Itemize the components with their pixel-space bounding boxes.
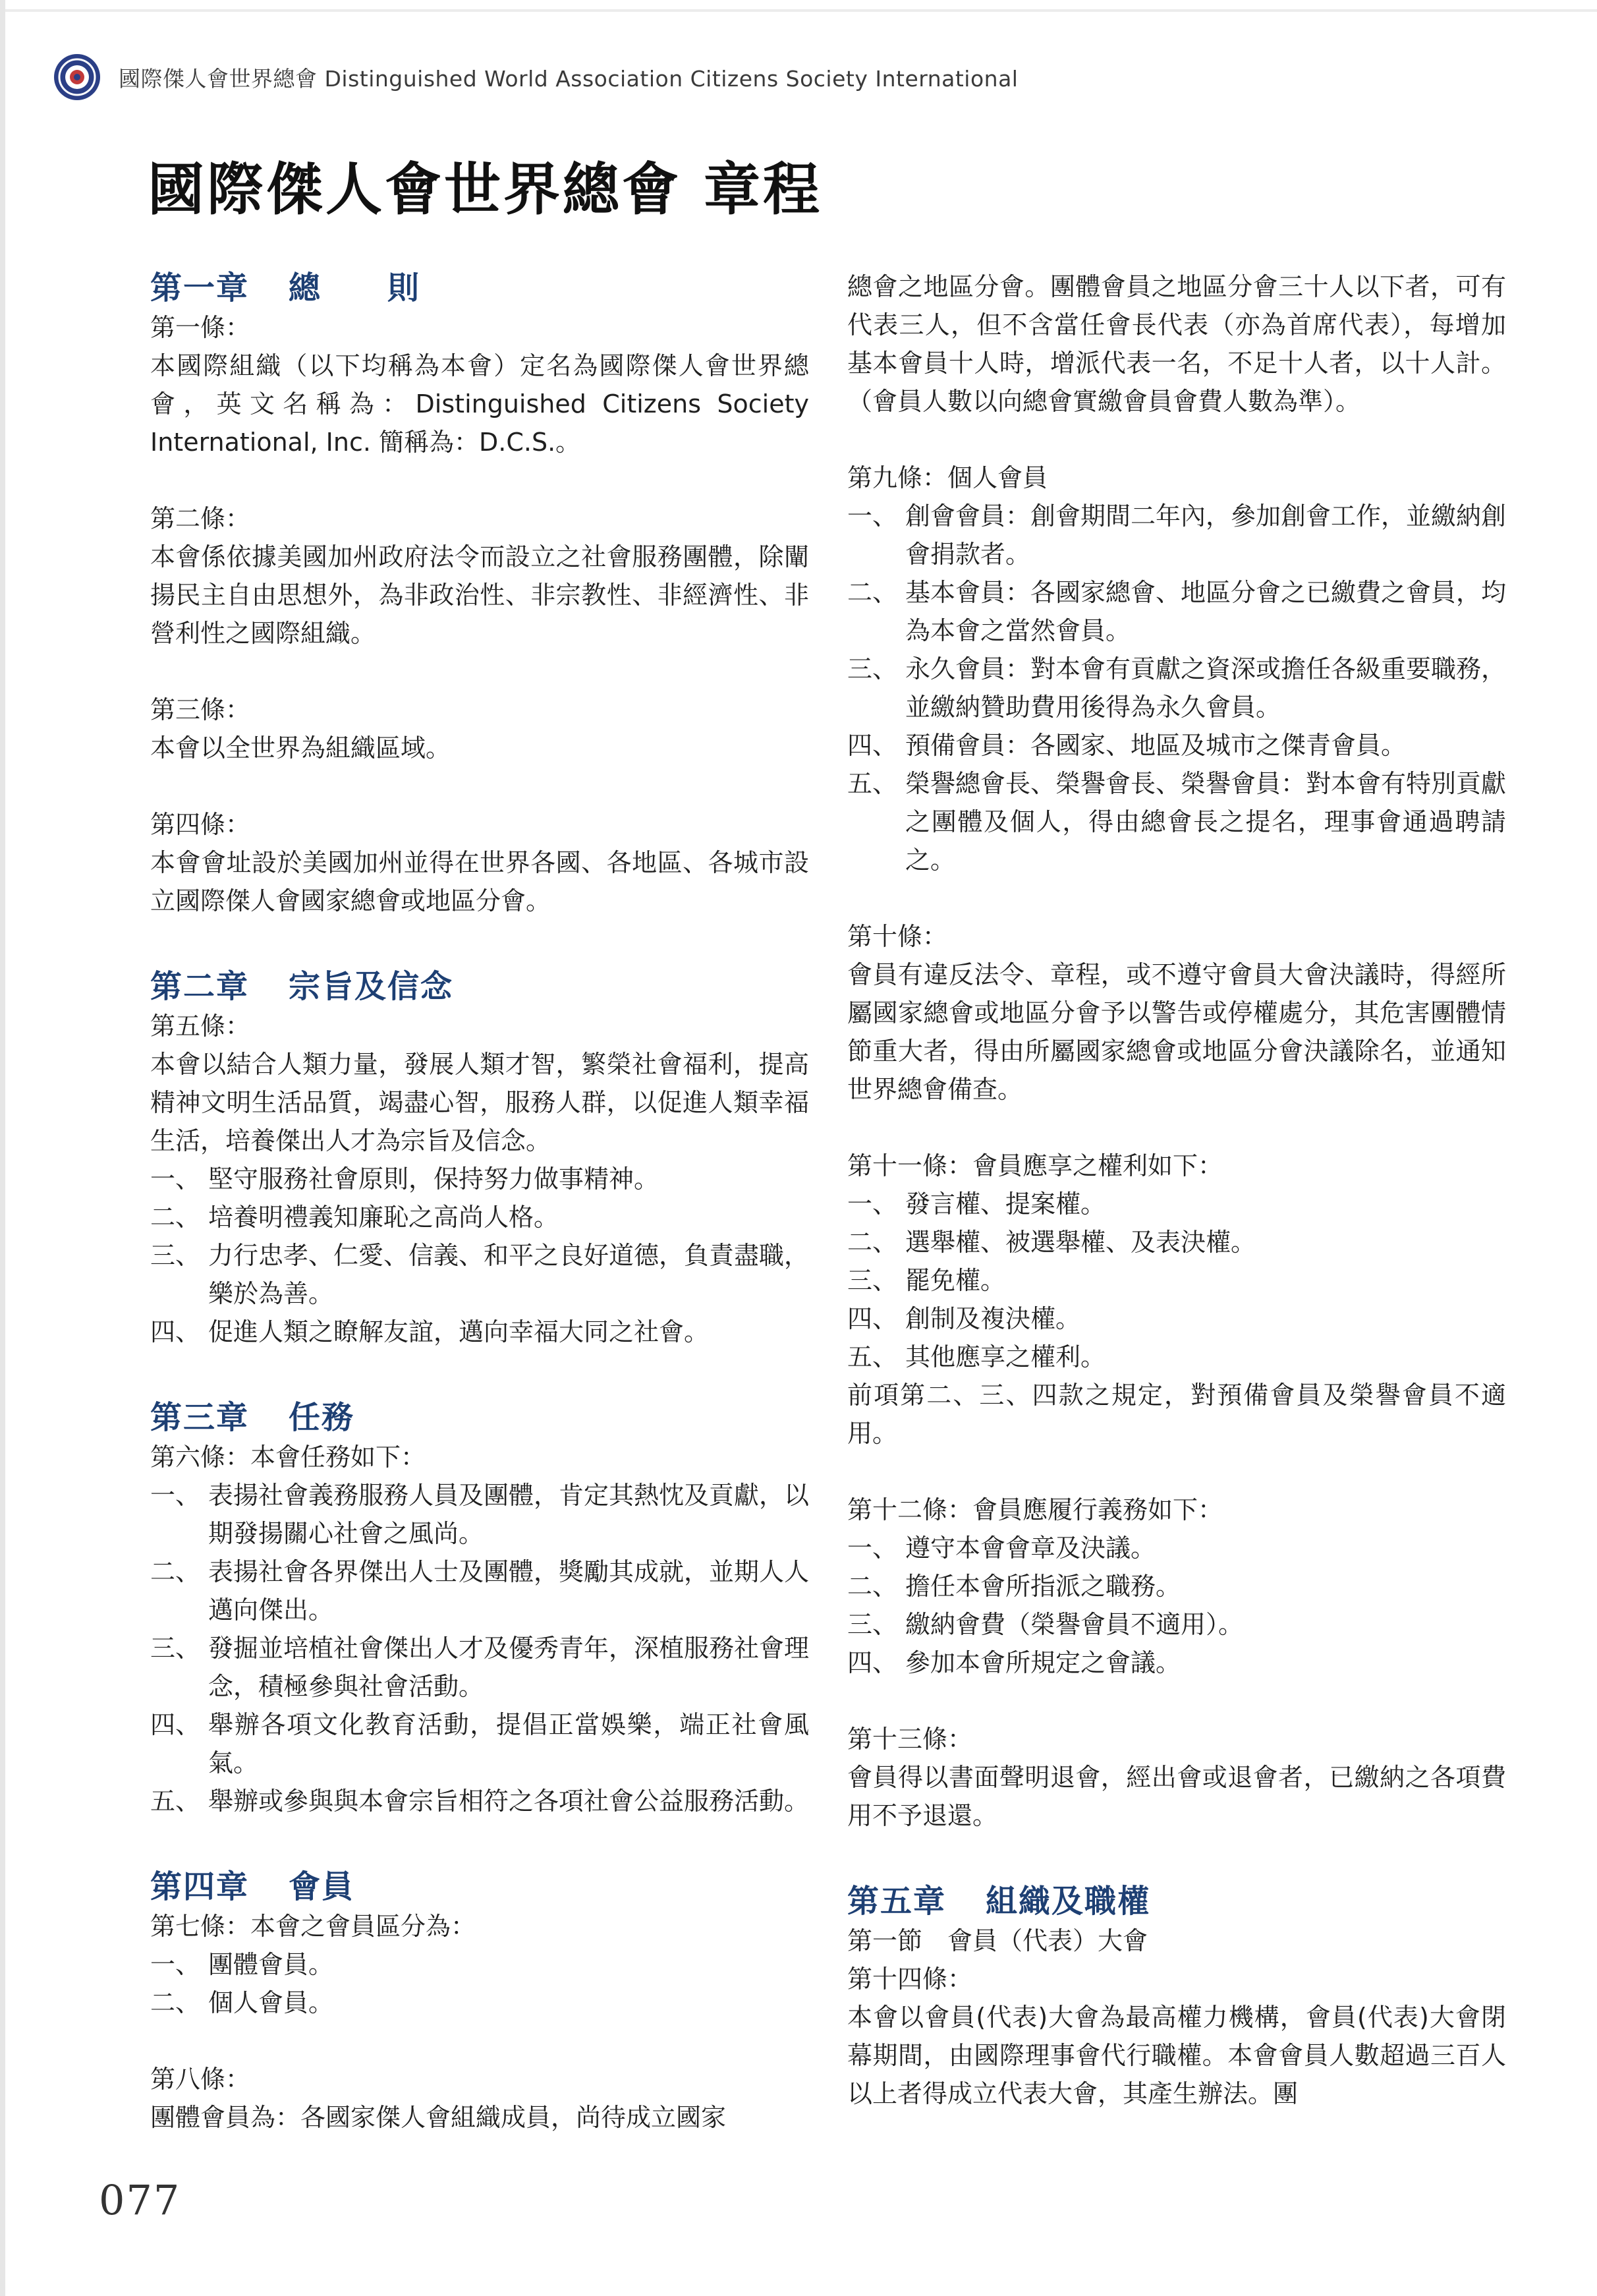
article-heading: 第六條：本會任務如下： bbox=[150, 1443, 426, 1472]
item-number: 三、 bbox=[150, 1241, 201, 1270]
item-number: 五、 bbox=[150, 1787, 201, 1816]
item-number: 四、 bbox=[847, 1648, 898, 1677]
article-heading: 第九條：個人會員 bbox=[847, 463, 1048, 492]
item-text: 發掘並培植社會傑出人才及優秀青年，深植服務社會理念，積極參與社會活動。 bbox=[208, 1634, 810, 1701]
list-item bbox=[847, 1644, 1506, 1682]
chapter-number: 第一章 bbox=[150, 270, 250, 306]
article-heading: 第五條： bbox=[150, 1012, 251, 1041]
chapter-title: 會員 bbox=[289, 1868, 355, 1905]
chapter-heading bbox=[150, 966, 809, 1007]
list-item bbox=[150, 1984, 809, 2022]
item-text: 預備會員：各國家、地區及城市之傑青會員。 bbox=[905, 731, 1407, 760]
article-body: 團體會員為：各國家傑人會組織成員，尚待成立國家 bbox=[150, 2103, 727, 2132]
list-item bbox=[847, 1300, 1506, 1338]
emblem-icon bbox=[53, 53, 101, 101]
list-item bbox=[150, 1313, 809, 1351]
item-text: 表揚社會各界傑出人士及團體，獎勵其成就，並期人人邁向傑出。 bbox=[208, 1557, 810, 1624]
article-body: 本會以結合人類力量，發展人類才智，繁榮社會福利，提高精神文明生活品質，竭盡心智，服務人群，以促進人類幸福生活，培養傑出人才為宗旨及信念。 bbox=[150, 1050, 809, 1155]
chapter-number: 第五章 bbox=[847, 1883, 947, 1920]
item-text: 發言權、提案權。 bbox=[905, 1190, 1106, 1219]
item-text: 表揚社會義務服務人員及團體，肯定其熱忱及貢獻，以期發揚關心社會之風尚。 bbox=[208, 1481, 810, 1548]
item-number: 三、 bbox=[847, 1610, 898, 1639]
item-number: 五、 bbox=[847, 1342, 898, 1371]
page-header bbox=[53, 47, 1018, 107]
item-text: 舉辦或參與與本會宗旨相符之各項社會公益服務活動。 bbox=[208, 1787, 810, 1816]
article-body-continued: 總會之地區分會。團體會員之地區分會三十人以下者，可有代表三人，但不含當任會長代表（亦為首席代表），每增加基本會員十人時，增派代表一名，不足十人者，以十人計。（會員人數以向總會實繳會員會費人數為準）。 bbox=[847, 272, 1506, 416]
chapter-title: 組織及職權 bbox=[986, 1883, 1151, 1920]
section-heading: 第一節 會員（代表）大會 bbox=[847, 1926, 1148, 1955]
item-text: 參加本會所規定之會議。 bbox=[905, 1648, 1181, 1677]
item-number: 四、 bbox=[847, 731, 898, 760]
chapter-title: 總 則 bbox=[289, 270, 421, 306]
item-number: 一、 bbox=[150, 1164, 201, 1193]
item-number: 四、 bbox=[150, 1317, 201, 1346]
item-number: 一、 bbox=[847, 1534, 898, 1563]
article-body: 本會以會員(代表)大會為最高權力機構，會員(代表)大會閉幕期間，由國際理事會代行職權。本會會員人數超過三百人以上者得成立代表大會，其產生辦法。團 bbox=[847, 2003, 1506, 2108]
item-number: 一、 bbox=[847, 1190, 898, 1219]
item-text: 創制及複決權。 bbox=[905, 1304, 1081, 1333]
item-text: 堅守服務社會原則，保持努力做事精神。 bbox=[208, 1164, 659, 1193]
article-body: 本會會址設於美國加州並得在世界各國、各地區、各城市設立國際傑人會國家總會或地區分會。 bbox=[150, 848, 809, 915]
item-text: 罷免權。 bbox=[905, 1266, 1006, 1295]
article-heading: 第十條： bbox=[847, 922, 948, 951]
item-text: 舉辦各項文化教育活動，提倡正當娛樂，端正社會風氣。 bbox=[208, 1710, 809, 1777]
chapter-heading bbox=[847, 1881, 1506, 1922]
list-item bbox=[847, 1261, 1506, 1300]
page-title: 國際傑人會世界總會 章程 bbox=[148, 157, 822, 223]
item-text: 創會會員：創會期間二年內，參加創會工作，並繳納創會捐款者。 bbox=[905, 502, 1507, 569]
chapter-heading bbox=[150, 268, 809, 308]
item-text: 促進人類之瞭解友誼，邁向幸福大同之社會。 bbox=[208, 1317, 710, 1346]
list-item bbox=[150, 1706, 809, 1782]
list-item bbox=[847, 1338, 1506, 1376]
item-text: 榮譽總會長、榮譽會長、榮譽會員：對本會有特別貢獻之團體及個人，得由總會長之提名，理事會通過聘請之。 bbox=[905, 769, 1507, 875]
article-note: 前項第二、三、四款之規定，對預備會員及榮譽會員不適用。 bbox=[847, 1381, 1506, 1448]
article-body: 會員得以書面聲明退會，經出會或退會者，已繳納之各項費用不予退還。 bbox=[847, 1763, 1506, 1830]
list-item bbox=[847, 1185, 1506, 1223]
article-heading: 第十二條：會員應履行義務如下： bbox=[847, 1495, 1223, 1524]
list-item bbox=[847, 1529, 1506, 1567]
item-number: 五、 bbox=[847, 769, 898, 798]
item-number: 二、 bbox=[150, 1557, 201, 1586]
item-number: 三、 bbox=[847, 654, 898, 683]
article-body: 本會以全世界為組織區域。 bbox=[150, 733, 451, 762]
item-text: 力行忠孝、仁愛、信義、和平之良好道德，負責盡職，樂於為善。 bbox=[208, 1241, 810, 1308]
list-item bbox=[847, 1223, 1506, 1261]
item-text: 其他應享之權利。 bbox=[905, 1342, 1106, 1371]
item-text: 繳納會費（榮譽會員不適用）。 bbox=[905, 1610, 1244, 1639]
article-body: 會員有違反法令、章程，或不遵守會員大會決議時，得經所屬國家總會或地區分會予以警告或停權處分，其危害團體情節重大者，得由所屬國家總會或地區分會決議除名，並通知世界總會備查。 bbox=[847, 960, 1506, 1104]
item-text: 擔任本會所指派之職務。 bbox=[905, 1572, 1181, 1601]
item-number: 二、 bbox=[847, 1572, 898, 1601]
page-number: 077 bbox=[99, 2176, 181, 2224]
item-number: 一、 bbox=[150, 1481, 201, 1510]
item-number: 三、 bbox=[150, 1634, 201, 1663]
item-number: 二、 bbox=[847, 1228, 898, 1257]
list-item bbox=[847, 764, 1506, 879]
item-number: 二、 bbox=[847, 578, 898, 607]
list-item bbox=[150, 1236, 809, 1313]
article-body: 本會係依據美國加州政府法令而設立之社會服務團體，除闡揚民主自由思想外，為非政治性、非宗教性、非經濟性、非營利性之國際組織。 bbox=[150, 542, 809, 648]
top-rule bbox=[5, 9, 1597, 12]
item-number: 二、 bbox=[150, 1203, 201, 1232]
chapter-number: 第二章 bbox=[150, 968, 250, 1005]
item-text: 團體會員。 bbox=[208, 1950, 334, 1979]
article-heading: 第二條： bbox=[150, 504, 251, 533]
article-heading: 第十三條： bbox=[847, 1725, 973, 1754]
list-item bbox=[847, 573, 1506, 650]
chapter-heading bbox=[150, 1397, 809, 1438]
scan-edge bbox=[0, 0, 5, 2296]
list-item bbox=[150, 1782, 809, 1820]
item-number: 四、 bbox=[150, 1710, 201, 1739]
item-number: 四、 bbox=[847, 1304, 898, 1333]
right-column bbox=[847, 268, 1506, 2113]
list-item bbox=[150, 1476, 809, 1553]
list-item bbox=[847, 1605, 1506, 1644]
item-number: 一、 bbox=[150, 1950, 201, 1979]
chapter-number: 第四章 bbox=[150, 1868, 250, 1905]
article-body: 本國際組織（以下均稱為本會）定名為國際傑人會世界總會，英文名稱為：Distinguished Citizens Society International, Inc. 簡稱為：D.C.S.。 bbox=[150, 351, 809, 457]
chapter-number: 第三章 bbox=[150, 1399, 250, 1436]
item-number: 二、 bbox=[150, 1988, 201, 2017]
item-number: 三、 bbox=[847, 1266, 898, 1295]
article-heading: 第三條： bbox=[150, 695, 251, 724]
item-text: 基本會員：各國家總會、地區分會之已繳費之會員，均為本會之當然會員。 bbox=[905, 578, 1507, 645]
list-item bbox=[150, 1198, 809, 1236]
chapter-title: 宗旨及信念 bbox=[289, 968, 454, 1005]
header-org-name: 國際傑人會世界總會 Distinguished World Association Citizens Society International bbox=[119, 65, 1019, 92]
item-number: 一、 bbox=[847, 502, 898, 531]
list-item bbox=[150, 1160, 809, 1198]
article-heading: 第八條： bbox=[150, 2065, 251, 2094]
article-heading: 第一條： bbox=[150, 313, 251, 342]
left-column bbox=[150, 268, 809, 2137]
article-heading: 第七條：本會之會員區分為： bbox=[150, 1912, 476, 1941]
item-text: 培養明禮義知廉恥之高尚人格。 bbox=[208, 1203, 559, 1232]
list-item bbox=[847, 726, 1506, 764]
list-item bbox=[150, 1629, 809, 1706]
list-item bbox=[150, 1945, 809, 1984]
article-heading: 第四條： bbox=[150, 810, 251, 839]
article-heading: 第十一條：會員應享之權利如下： bbox=[847, 1151, 1223, 1180]
article-heading: 第十四條： bbox=[847, 1965, 973, 1994]
list-item bbox=[847, 650, 1506, 726]
list-item bbox=[150, 1553, 809, 1629]
chapter-heading bbox=[150, 1866, 809, 1907]
item-text: 永久會員：對本會有貢獻之資深或擔任各級重要職務，並繳納贊助費用後得為永久會員。 bbox=[905, 654, 1507, 722]
item-text: 選舉權、被選舉權、及表決權。 bbox=[905, 1228, 1256, 1257]
chapter-title: 任務 bbox=[289, 1399, 355, 1436]
item-text: 個人會員。 bbox=[208, 1988, 334, 2017]
list-item bbox=[847, 497, 1506, 573]
item-text: 遵守本會會章及決議。 bbox=[905, 1534, 1156, 1563]
list-item bbox=[847, 1567, 1506, 1605]
